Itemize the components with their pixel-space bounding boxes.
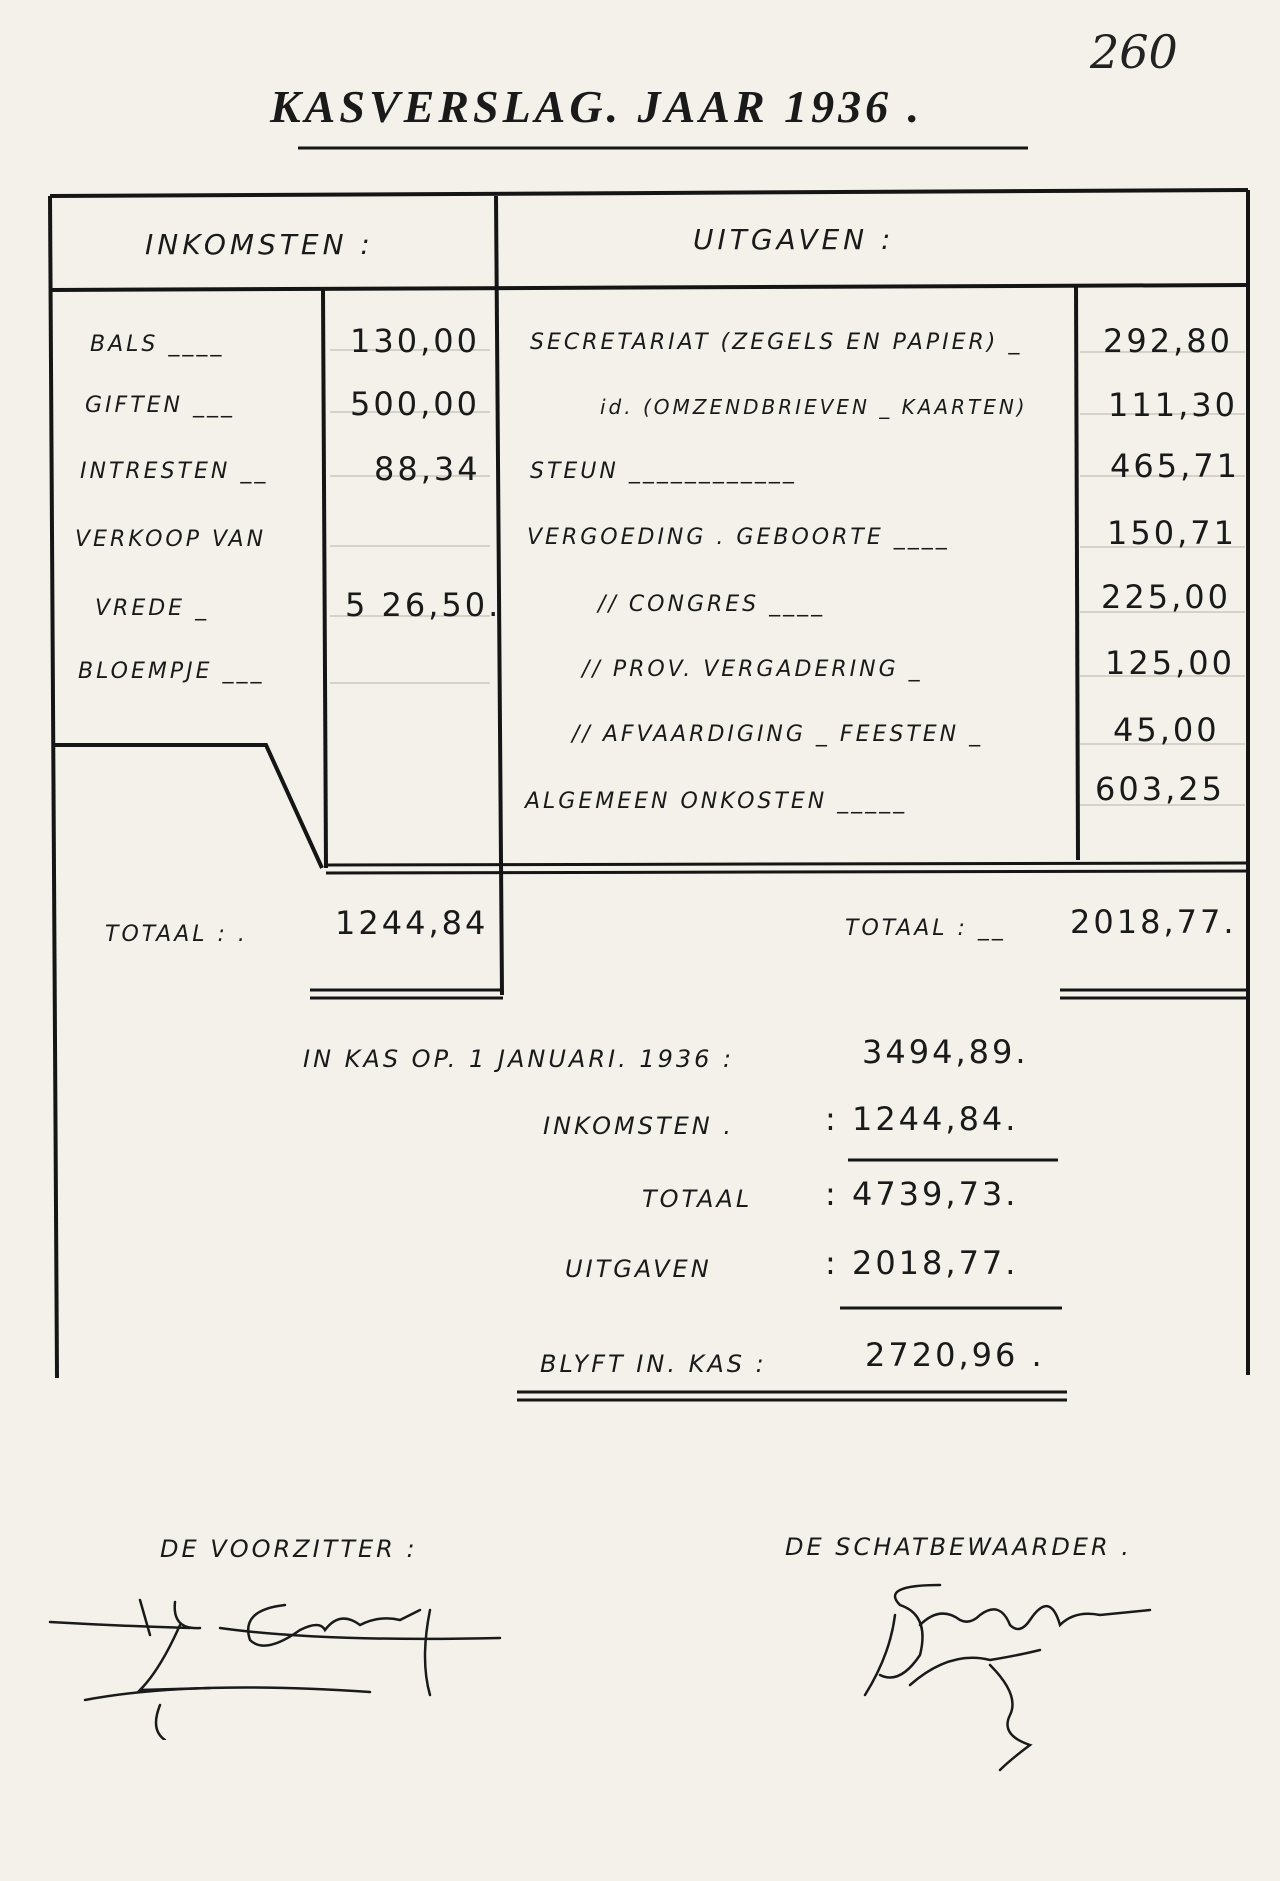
income-total: 1244,84 xyxy=(335,904,489,942)
expense-amount: 603,25 xyxy=(1095,770,1225,808)
income-label: INTRESTEN __ xyxy=(80,459,269,484)
expenses-header: UITGAVEN : xyxy=(693,223,895,256)
income-label: BALS ____ xyxy=(90,332,225,357)
expense-label: // CONGRES ____ xyxy=(598,592,826,617)
expense-label: ALGEMEEN ONKOSTEN _____ xyxy=(525,789,908,814)
summary-label: TOTAAL xyxy=(642,1185,753,1213)
income-amount: 130,00 xyxy=(350,322,480,360)
income-label: GIFTEN ___ xyxy=(85,393,235,418)
expense-label: id. (OMZENDBRIEVEN _ KAARTEN) xyxy=(600,395,1028,419)
expense-label: STEUN ____________ xyxy=(530,459,797,484)
summary-amount: : 4739,73. xyxy=(825,1175,1019,1213)
expense-label: // PROV. VERGADERING _ xyxy=(582,657,923,682)
expense-label: // AFVAARDIGING _ FEESTEN _ xyxy=(572,722,984,747)
summary-label: IN KAS OP. 1 JANUARI. 1936 : xyxy=(303,1045,735,1073)
expense-amount: 111,30 xyxy=(1108,386,1238,424)
expense-amount: 225,00 xyxy=(1101,578,1231,616)
summary-label: UITGAVEN xyxy=(565,1255,712,1283)
expense-label: VERGOEDING . GEBOORTE ____ xyxy=(527,525,950,550)
income-amount: 88,34 xyxy=(374,450,481,488)
income-amount: 500,00 xyxy=(350,385,480,423)
treasurer-title: DE SCHATBEWAARDER . xyxy=(785,1533,1132,1561)
income-label: BLOEMPJE ___ xyxy=(78,659,265,684)
summary-label: INKOMSTEN . xyxy=(543,1112,734,1140)
income-label: VERKOOP VAN xyxy=(75,527,267,552)
expense-amount: 465,71 xyxy=(1110,447,1240,485)
income-total-label: TOTAAL : . xyxy=(105,922,248,947)
summary-amount: 2720,96 . xyxy=(865,1336,1045,1374)
page-title: KASVERSLAG. JAAR 1936 . xyxy=(270,81,924,132)
expense-amount: 125,00 xyxy=(1105,644,1235,682)
chairman-signature xyxy=(40,1580,520,1740)
summary-amount: : 2018,77. xyxy=(825,1244,1019,1282)
expense-total-label: TOTAAL : __ xyxy=(845,916,1006,941)
income-amount: 5 26,50. xyxy=(345,586,502,624)
expense-total: 2018,77. xyxy=(1070,903,1237,941)
summary-label: BLYFT IN. KAS : xyxy=(540,1350,767,1378)
income-label: VREDE _ xyxy=(95,596,210,621)
expense-label: SECRETARIAT (ZEGELS EN PAPIER) _ xyxy=(530,330,1023,355)
summary-amount: : 1244,84. xyxy=(825,1100,1019,1138)
expense-amount: 45,00 xyxy=(1113,711,1220,749)
expense-amount: 150,71 xyxy=(1107,514,1237,552)
chairman-title: DE VOORZITTER : xyxy=(160,1535,418,1563)
income-header: INKOMSTEN : xyxy=(145,228,374,261)
archive-number: 260 xyxy=(1090,25,1178,79)
treasurer-signature xyxy=(860,1565,1180,1775)
expense-amount: 292,80 xyxy=(1103,322,1233,360)
summary-amount: 3494,89. xyxy=(862,1033,1029,1071)
